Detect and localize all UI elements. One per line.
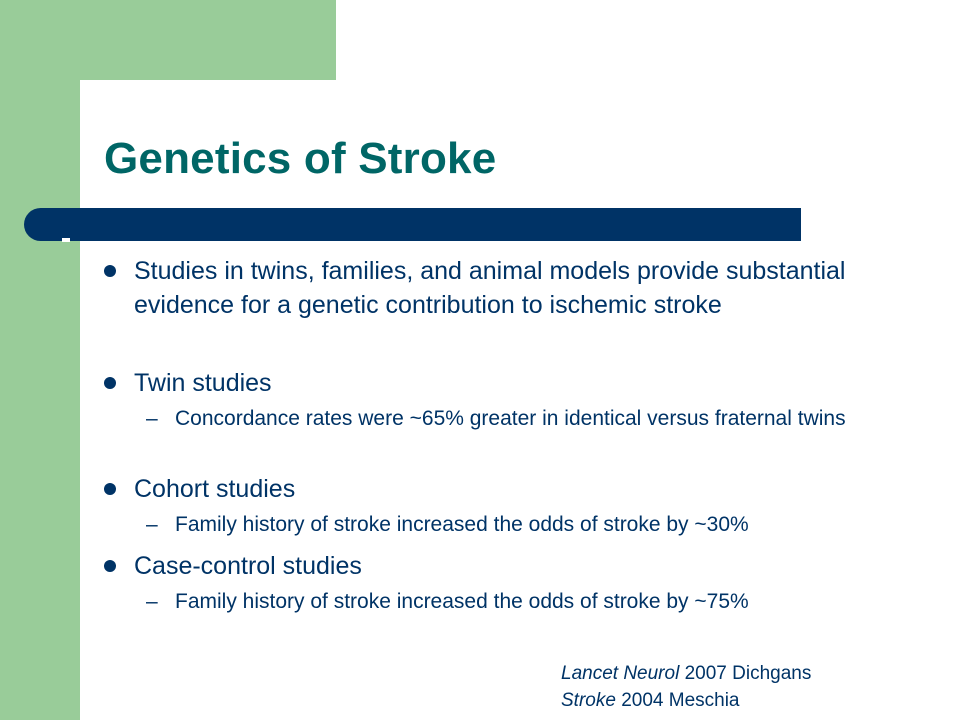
bullet-dot: [104, 265, 116, 277]
sub-bullet-case-control-odds: Family history of stroke increased the odds of stroke by ~75%: [175, 590, 749, 613]
reference-journal: Stroke: [561, 690, 616, 711]
bullet-dot: [104, 483, 116, 495]
sub-bullet-dash: –: [146, 590, 158, 613]
sub-bullet-cohort-odds: Family history of stroke increased the odds of stroke by ~30%: [175, 513, 749, 536]
bullet-item-cohort-studies: Cohort studies: [134, 475, 296, 503]
slide-title: Genetics of Stroke: [104, 134, 497, 183]
bullet-item-twin-studies: Twin studies: [134, 369, 272, 397]
bullet-dot: [104, 377, 116, 389]
bullet-item-genetic-evidence: Studies in twins, families, and animal models provide substantial evidence for a genetic contribution to ischemic stroke: [134, 257, 846, 319]
reference-line: [561, 661, 811, 686]
bullet-item-case-control-studies: Case-control studies: [134, 552, 362, 580]
sub-bullet-dash: –: [146, 407, 158, 430]
sub-bullet-concordance: Concordance rates were ~65% greater in identical versus fraternal twins: [175, 407, 846, 430]
sub-bullet-dash: –: [146, 513, 158, 536]
reference-line: [561, 688, 740, 713]
reference-details: 2004 Meschia: [615, 690, 740, 711]
bullet-dot: [104, 560, 116, 572]
reference-journal: Lancet Neurol: [561, 663, 680, 684]
reference-details: 2007 Dichgans: [679, 663, 812, 684]
